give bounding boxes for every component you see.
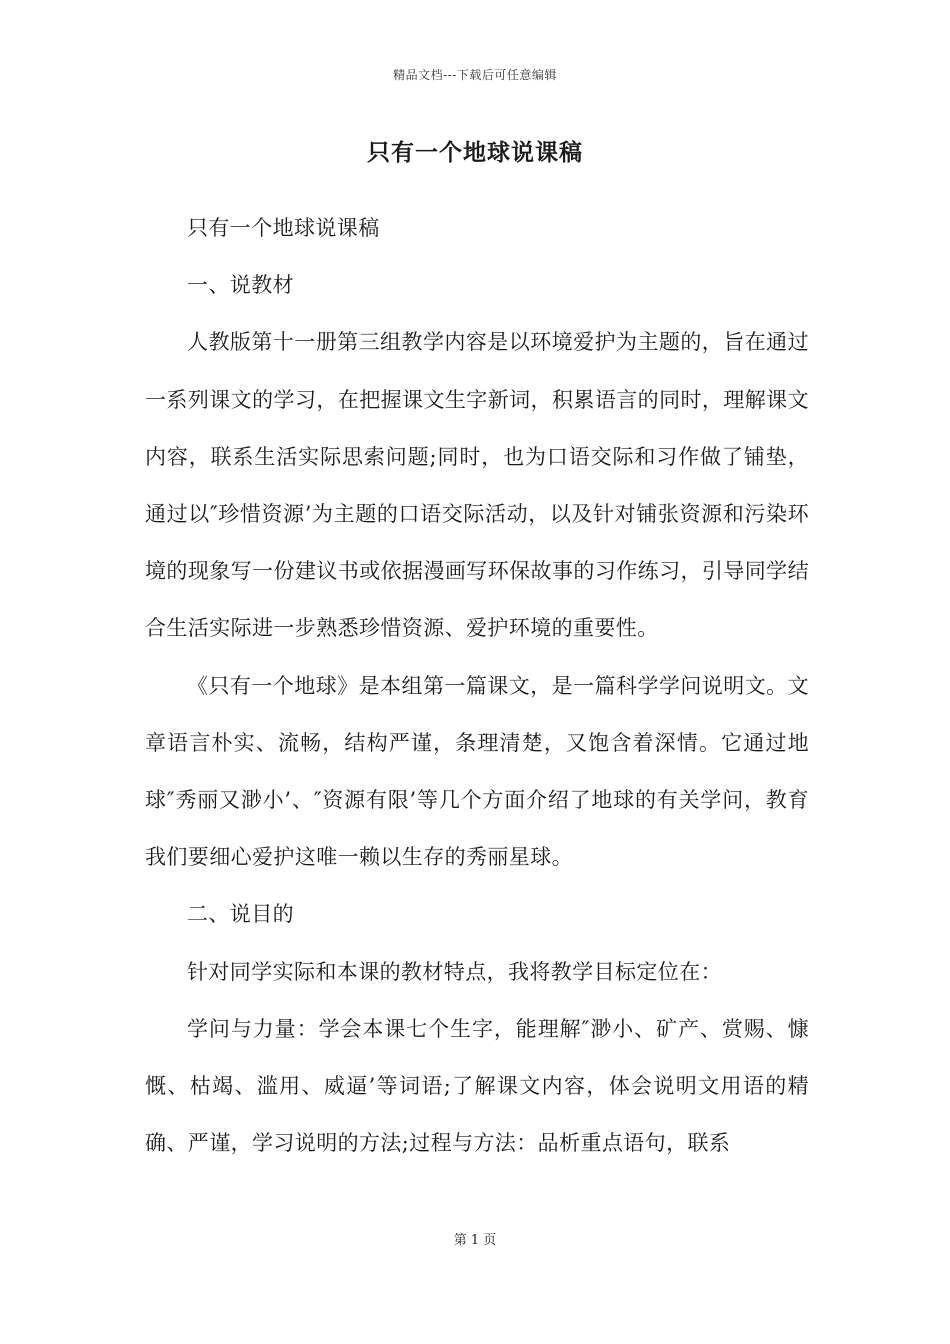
paragraph-1: 人教版第十一册第三组教学内容是以环境爱护为主题的，旨在通过一系列课文的学习，在把握课文生字新词，积累语言的同时，理解课文内容，联系生活实际思索问题;同时，也为口语交际和习作做了铺垫，通过以″珍惜资源’为主题的口语交际活动，以及针对铺张资源和污染环境的现象写一份建议书或依据漫画写环保故事的习作练习，引导同学结合生活实际进一步熟悉珍惜资源、爱护环境的重要性。 <box>145 330 809 641</box>
paragraph-4: 学问与力量：学会本课七个生字，能理解″渺小、矿产、赏赐、慷慨、枯竭、滥用、威逼’等词语;了解课文内容，体会说明文用语的精确、严谨，学习说明的方法;过程与方法：品析重点语句，联系 <box>145 1016 809 1156</box>
section-heading-1: 一、说教材 <box>187 273 294 298</box>
section-heading-2: 二、说目的 <box>187 902 294 927</box>
paragraph-2: 《只有一个地球》是本组第一篇课文，是一篇科学学问说明文。文章语言朴实、流畅，结构严谨，条理清楚，又饱含着深情。它通过地球″秀丽又渺小’、″资源有限’等几个方面介绍了地球的有关学问，教育我们要细心爱护这唯一赖以生存的秀丽星球。 <box>145 673 809 870</box>
document-body <box>145 200 809 1172</box>
document-title: 只有一个地球说课稿 <box>367 139 583 166</box>
paragraph-3: 针对同学实际和本课的教材特点，我将教学目标定位在： <box>187 959 722 984</box>
page-number: 第 1 页 <box>453 1233 497 1248</box>
paragraph-subtitle: 只有一个地球说课稿 <box>187 216 380 240</box>
header-note: 精品文档---下载后可任意编辑 <box>393 68 557 82</box>
